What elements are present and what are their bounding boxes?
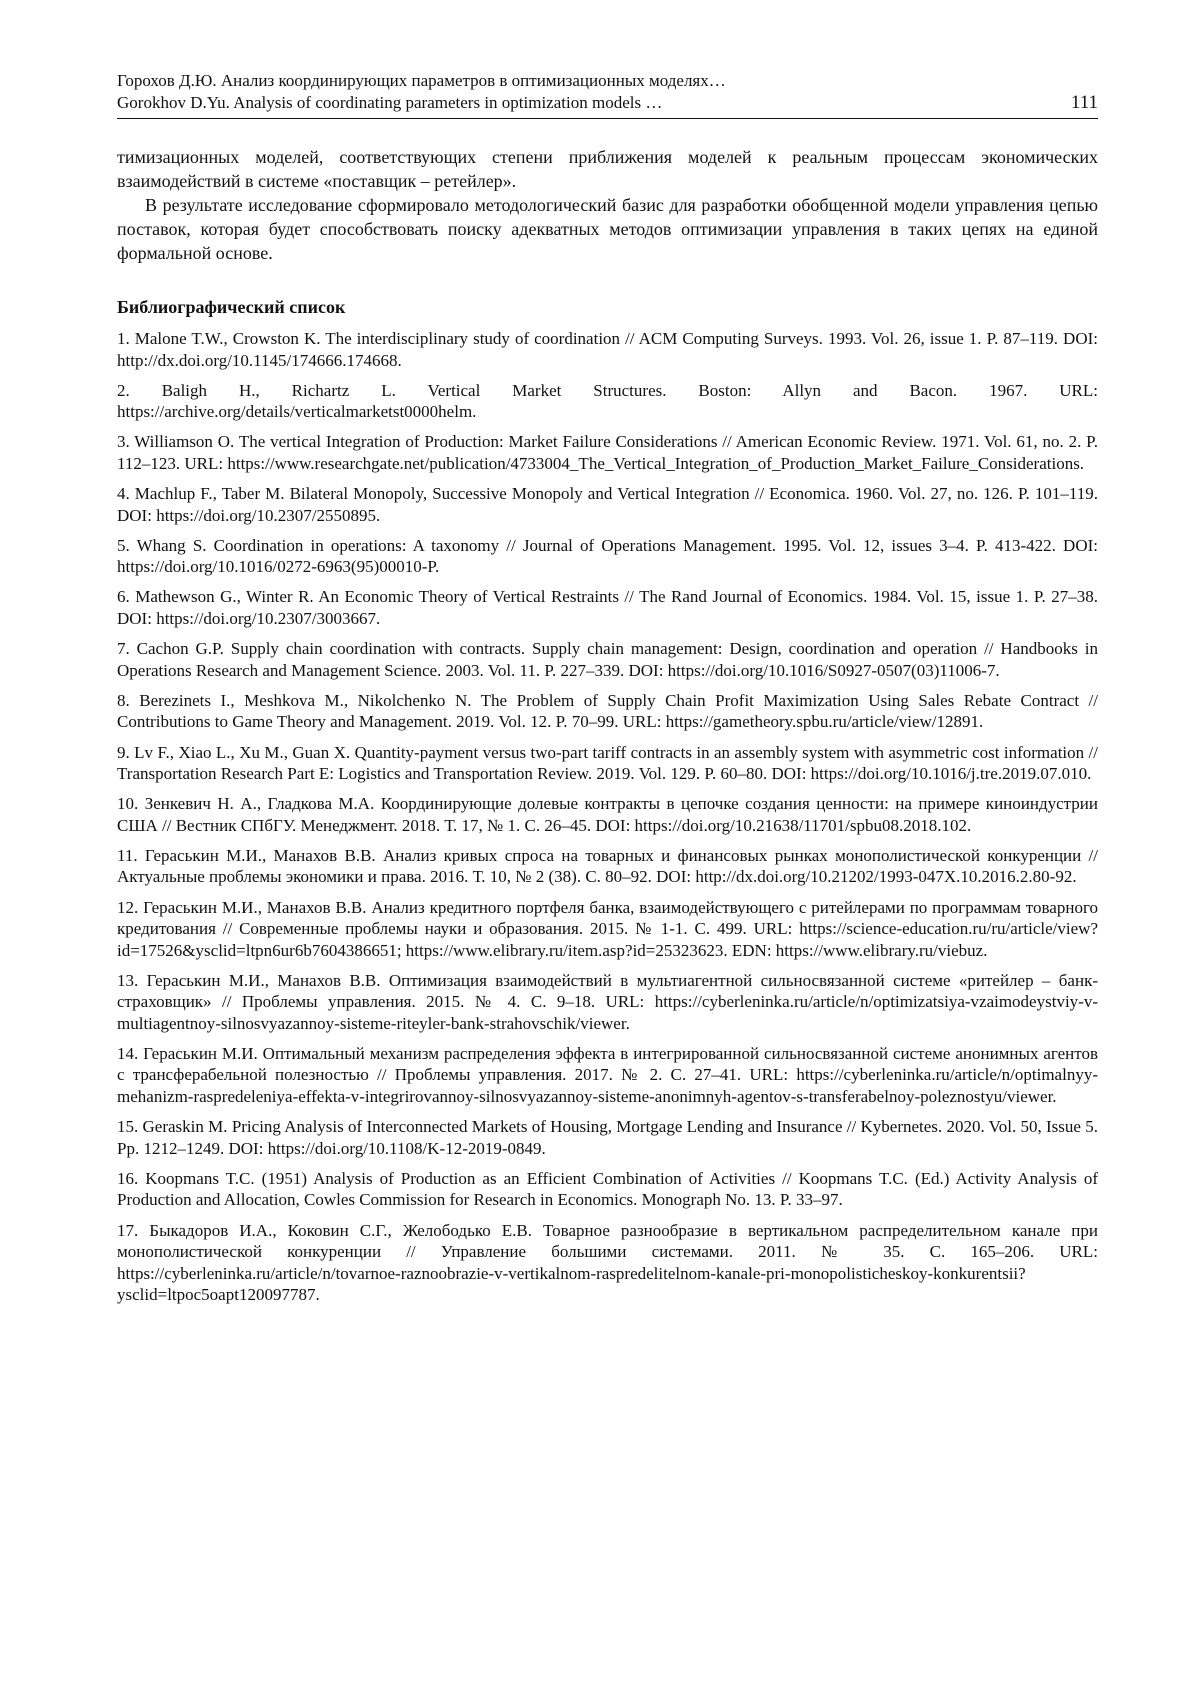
bibliography-heading: Библиографический список	[117, 297, 346, 317]
reference-item: 3. Williamson O. The vertical Integration of Production: Market Failure Considerations // American Economic Review. 1971. Vol. 61, no. 2. P. 112–123. URL: https://www.researchgate.net/publication/4733004_The_Vertical_Integration_of_Production_Market_Failure_Considerations.	[117, 432, 1098, 473]
reference-item: 17. Быкадоров И.А., Коковин С.Г., Желободько Е.В. Товарное разнообразие в вертикальном распределительном канале при монополистической конкуренции // Управление большими системами. 2011. № 35. С. 165–206. URL: https://cyberleninka.ru/article/n/tovarnoe-raznoobrazie-v-vertikalnom-raspredelitelnom-kanale-pri-monopolisticheskoy-konkurentsii?ysclid=ltpoc5oapt120097787.	[117, 1220, 1098, 1304]
reference-item: 1. Malone T.W., Crowston K. The interdisciplinary study of coordination // ACM Computing Surveys. 1993. Vol. 26, issue 1. P. 87–119. DOI: http://dx.doi.org/10.1145/174666.174668.	[117, 329, 1098, 370]
running-header	[117, 70, 1098, 114]
reference-item: 10. Зенкевич Н. А., Гладкова М.А. Координирующие долевые контракты в цепочке создания ценности: на примере киноиндустрии США // Вестник СПбГУ. Менеджмент. 2018. Т. 17, № 1. С. 26–45. DOI: https://doi.org/10.21638/11701/spbu08.2018.102.	[117, 794, 1098, 835]
header-title-en: Gorokhov D.Yu. Analysis of coordinating parameters in optimization models …	[117, 93, 663, 112]
reference-item: 2. Baligh H., Richartz L. Vertical Market Structures. Boston: Allyn and Bacon. 1967. URL: https://archive.org/details/verticalmarketst0000helm.	[117, 380, 1098, 422]
reference-item: 12. Гераськин М.И., Манахов В.В. Анализ кредитного портфеля банка, взаимодействующего с ритейлерами по программам товарного кредитования // Современные проблемы науки и образования. 2015. № 1-1. С. 499. URL: https://science-education.ru/ru/article/view?id=17526&ysclid=ltpn6ur6b7604386651; https://www.elibrary.ru/item.asp?id=25323623. EDN: https://www.elibrary.ru/viebuz.	[117, 897, 1098, 960]
header-title-ru: Горохов Д.Ю. Анализ координирующих параметров в оптимизационных моделях…	[117, 71, 726, 90]
reference-item: 9. Lv F., Xiao L., Xu M., Guan X. Quantity-payment versus two-part tariff contracts in an assembly system with asymmetric cost information // Transportation Research Part E: Logistics and Transportation Review. 2019. Vol. 129. P. 60–80. DOI: https://doi.org/10.1016/j.tre.2019.07.010.	[117, 742, 1098, 783]
reference-item: 7. Cachon G.P. Supply chain coordination with contracts. Supply chain management: Design, coordination and operation // Handbooks in Operations Research and Management Science. 2003. Vol. 11. P. 227–339. DOI: https://doi.org/10.1016/S0927-0507(03)11006-7.	[117, 639, 1098, 680]
header-rule	[117, 118, 1098, 119]
reference-item: 6. Mathewson G., Winter R. An Economic Theory of Vertical Restraints // The Rand Journal of Economics. 1984. Vol. 15, issue 1. P. 27–38. DOI: https://doi.org/10.2307/3003667.	[117, 587, 1098, 628]
main-content	[117, 145, 1098, 1314]
reference-item: 13. Гераськин М.И., Манахов В.В. Оптимизация взаимодействий в мультиагентной сильносвязанной системе «ритейлер – банк-страховщик» // Проблемы управления. 2015. № 4. С. 9–18. URL: https://cyberleninka.ru/article/n/optimizatsiya-vzaimodeystviy-v-multiagentnoy-silnosvyazannoy-sisteme-riteyler-bank-strahovschik/viewer.	[117, 970, 1098, 1033]
reference-item: 5. Whang S. Coordination in operations: A taxonomy // Journal of Operations Management. 1995. Vol. 12, issues 3–4. P. 413-422. DOI: https://doi.org/10.1016/0272-6963(95)00010-P.	[117, 535, 1098, 577]
reference-item: 8. Berezinets I., Meshkova M., Nikolchenko N. The Problem of Supply Chain Profit Maximization Using Sales Rebate Contract // Contributions to Game Theory and Management. 2019. Vol. 12. P. 70–99. URL: https://gametheory.spbu.ru/article/view/12891.	[117, 690, 1098, 732]
reference-item: 11. Гераськин М.И., Манахов В.В. Анализ кривых спроса на товарных и финансовых рынках монополистической конкуренции // Актуальные проблемы экономики и права. 2016. Т. 10, № 2 (38). С. 80–92. DOI: http://dx.doi.org/10.21202/1993-047X.10.2016.2.80-92.	[117, 845, 1098, 887]
page-number: 111	[1070, 92, 1098, 113]
body-paragraph: В результате исследование сформировало методологический базис для разработки обобщенной модели управления цепью поставок, которая будет способствовать поиску адекватных методов оптимизации управления в таких цепях на единой формальной основе.	[117, 195, 1098, 263]
body-paragraph: тимизационных моделей, соответствующих степени приближения моделей к реальным процессам экономических взаимодействий в системе «поставщик – ретейлер».	[117, 147, 1098, 191]
header-title-en-row	[117, 92, 1098, 114]
reference-item: 14. Гераськин М.И. Оптимальный механизм распределения эффекта в интегрированной сильносвязанной системе анонимных агентов с трансферабельной полезностью // Проблемы управления. 2017. № 2. С. 27–41. URL: https://cyberleninka.ru/article/n/optimalnyy-mehanizm-raspredeleniya-effekta-v-integrirovannoy-silnosvyazannoy-sisteme-anonimnyh-agentov-s-transferabelnoy-poleznostyu/viewer.	[117, 1043, 1098, 1106]
reference-list	[117, 328, 1098, 1306]
reference-item: 16. Koopmans T.C. (1951) Analysis of Production as an Efficient Combination of Activities // Koopmans T.C. (Ed.) Activity Analysis of Production and Allocation, Cowles Commission for Research in Economics. Monograph No. 13. P. 33–97.	[117, 1168, 1098, 1210]
reference-item: 15. Geraskin M. Pricing Analysis of Interconnected Markets of Housing, Mortgage Lending and Insurance // Kybernetes. 2020. Vol. 50, Issue 5. Pp. 1212–1249. DOI: https://doi.org/10.1108/K-12-2019-0849.	[117, 1117, 1098, 1158]
reference-item: 4. Machlup F., Taber M. Bilateral Monopoly, Successive Monopoly and Vertical Integration // Economica. 1960. Vol. 27, no. 126. P. 101–119. DOI: https://doi.org/10.2307/2550895.	[117, 484, 1098, 525]
